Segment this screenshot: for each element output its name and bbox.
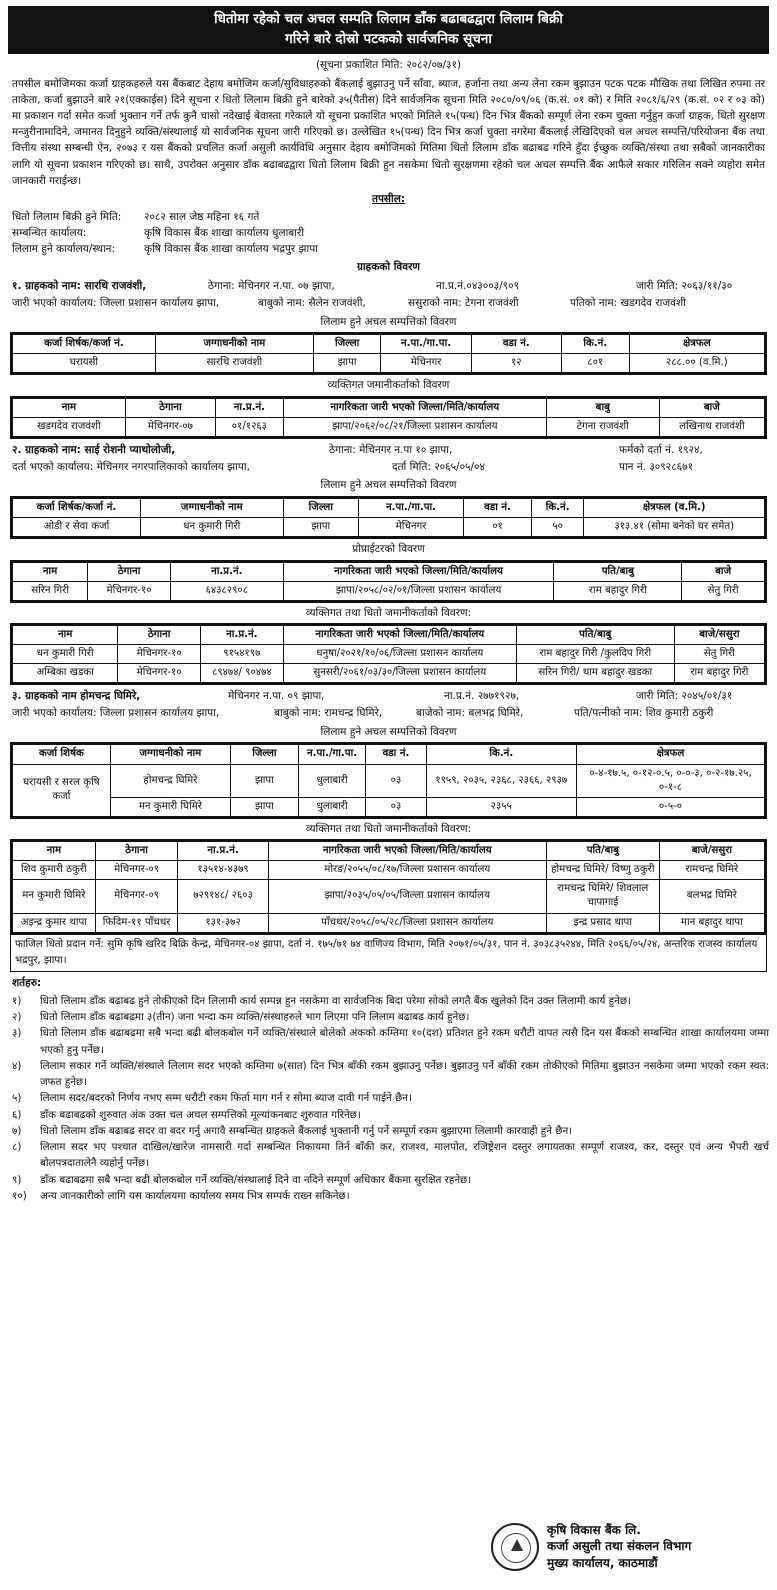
c1-issue-date: जारी मिति: २०६३/११/३०	[636, 279, 733, 292]
term-number: ६)	[12, 1108, 22, 1121]
title-line-2: गरिने बारे दोस्रो पटकको सार्वजनिक सूचना	[285, 30, 492, 47]
col-header: नागरिकता जारी भएको जिल्ला/मिति/कार्यालय	[283, 562, 554, 581]
table-cell: ८०१	[561, 354, 629, 373]
table-cell: ओडी र सेवा कर्जा	[13, 517, 141, 536]
customer-heading: ग्राहकको विवरण	[356, 261, 420, 274]
col-header: नागरिकता जारी भएको जिल्ला/मिति/कार्यालय	[283, 626, 516, 645]
table-cell: ३१३.४१ (सोमा बनेको घर समेत)	[584, 517, 765, 536]
terms-list	[8, 993, 769, 1204]
term-number: ७)	[12, 1124, 22, 1137]
table-row	[13, 645, 765, 664]
table-cell: बलभद्र घिमिरे	[659, 880, 764, 913]
c2-reg-date: दर्ता मिति: २०६५/०५/०४	[392, 460, 485, 473]
col-header: नाम	[13, 562, 88, 581]
details-list	[8, 209, 769, 258]
term-text: लिलाम सकार गर्ने व्यक्ति/संस्थाले लिलाम सदर भएको कम्तिमा ७(सात) दिन भित्र बाँकी रकम बुझाउनु पर्नेछ। बुझाउनु पर्ने बाँकी रकम तोकीएको मितिमा बुझाउन नसकेमा जम्मा भएको रकम स्वत: जफत हुनेछ।	[40, 1059, 769, 1089]
table-cell: ९१५४१९७	[200, 645, 283, 664]
table-cell: मोरङ/२०५५/०८/१७/जिल्ला प्रशासन कार्यालय	[268, 861, 546, 880]
c3-guarantor-table-wrap	[10, 839, 767, 934]
table-cell: सरिन गिरी/ थाम बहादुर खडका	[516, 664, 674, 683]
terms-heading: शर्तहरु:	[12, 977, 42, 990]
col-header: न.पा./गा.पा.	[358, 498, 463, 517]
table-cell: १२	[471, 354, 561, 373]
c1-property-caption: लिलाम हुने अचल सम्पत्तिको विवरण	[320, 315, 457, 328]
col-header: बाजे	[682, 562, 765, 581]
c1-property-table	[12, 334, 765, 373]
table-cell: सारथि राजवंशी	[155, 354, 313, 373]
table-row	[13, 797, 765, 816]
table-cell: सरिन गिरी	[13, 581, 88, 600]
term-number: ८)	[12, 1141, 22, 1154]
term-text: धितो लिलाम डाँक बढाबढमा सबै भन्दा बढी बोलकबोल गर्ने व्यक्ति/संस्थाले बोलेको अंकको कम्तिमा १०(दश) प्रतिशत हुने रकम धरौटी वापत त्यसै दिन यस बैंकको सम्बन्धित शाखा कार्यालयमा जम्मा भएको हुनु पर्नेछ।	[40, 1027, 769, 1056]
c1-line-2	[8, 295, 769, 312]
table-cell: इन्द्र प्रसाद थापा	[546, 913, 659, 932]
table-cell: मेचिनगर-१०	[88, 581, 171, 600]
table-cell: मेचिनगर-०९	[95, 880, 178, 913]
details-value: २०८२ साल जेष्ठ महिना १६ गते	[144, 210, 260, 223]
col-header: बाजे/ससुरा	[659, 842, 764, 861]
col-header: ठेगाना	[118, 626, 201, 645]
table-cell: १३१-३७२	[178, 913, 268, 932]
col-header: पति/बाबु	[554, 562, 682, 581]
c1-name: १. ग्राहकको नाम: सारथि राजवंशी,	[12, 279, 147, 292]
col-header: ना.प्र.नं.	[216, 398, 284, 417]
table-row	[13, 581, 765, 600]
intro-paragraph: तपसील बमोजिमका कर्जा ग्राहकहरुले यस बैंकबाट देहाय बमोजिम कर्जा/सुविधाहरुको बैंकलाई बुझाउनु पर्ने साँवा, ब्याज, हर्जाना तथा अन्य लेना रकम बुझाउन पटक पटक मौखिक तथा लिखित रुपमा तर ताकेता, कर्जा बुझाउने बारे २१(एक्काईस) दिने सूचना र धितो लिलाम बिक्री हुने बारेको ३५(पैतीस) दिने सार्वजनिक सूचना मिति २०८०/०९/०६ (क.सं. ०१ को) र मिति २०८१/६/२९ (क.सं. ०२ र ०३ को) मा प्रकाशन गर्दा समेत कर्जा भुक्तान गर्ने तर्फ कुनै चासो नदेखाई बेवास्ता गरेकाले यो सूचना प्रकाशित भएको मितिले १५(पन्ध) दिन भित्र बैंकको सम्पूर्ण लेना रकम चुक्ता गर्नुहुन कर्जा ग्राहक, धितो सुरक्षण मन्जुरीनामादिने, जमानत दिनुहुने व्यक्ति/संस्थालाई यो सार्वजनिक सूचना जारी गरिएको छ। उल्लेखित १५(पन्ध) दिन भित्र कर्जा चुक्ता नगरेमा बैंकलाई लेखिदिएको चल अचल सम्पत्ति/परियोजना बैंक तथा वित्तीय संस्था सम्बन्धी ऐन, २०७३ र यस बैंकको प्रचलित कर्जा असुली कार्यविधि अनुसार देहाय बमोजिमको मितिमा धितो लिलाम डाँक बढाबढ गरिने हुँदा ईच्छुक व्यक्ति/संस्था तथा सबैको जानकारीका लागि यो सूचना प्रकाशन गरिएको छ। साथै, उपरोक्त अनुसार डाँक बढाबढद्वारा धितो लिलाम बिक्री हुन नसकेमा धितो सुरक्षणमा रहेको चल अचल सम्पत्ति बैंक आफैले सकार गरिलिन सक्ने व्यहोरा समेत जानकारी गराईन्छ।	[12, 77, 765, 187]
table-row	[13, 354, 765, 373]
table-cell: धनुषा/२०२१/१०/०६/जिल्ला प्रशासन कार्यालय	[283, 645, 516, 664]
c3-line-1	[8, 688, 769, 705]
signature-text	[547, 1522, 691, 1572]
table-row	[13, 913, 765, 932]
table-cell: ०३	[366, 797, 426, 816]
table-cell: धुलाबारी	[298, 797, 366, 816]
c3-property-table-wrap	[10, 742, 767, 818]
table-cell: रामचन्द्र घिमिरे/ शिवलाल चापागाई	[546, 880, 659, 913]
signature-block	[491, 1522, 761, 1572]
table-cell: होमचन्द्र घिमिरे	[110, 764, 230, 797]
table-cell: फिदिम-११ पाँचथर	[95, 913, 178, 932]
col-header: जिल्ला	[313, 334, 381, 353]
c2-name: २. ग्राहकको नाम: साई रोशनी प्याथोलोजी,	[12, 443, 176, 456]
table-cell: खडगदेव राजवंशी	[13, 417, 126, 436]
c1-father-in-law: ससुराको नाम: टेगना राजवंशी	[408, 296, 519, 309]
term-item	[12, 1139, 769, 1172]
col-header: पति/बाबु	[516, 626, 674, 645]
c1-citizenship: ना.प्र.नं.०४३००३/९०९	[436, 279, 520, 292]
details-key: लिलाम हुने कार्यालय/स्थान:	[12, 243, 116, 256]
col-header: जिल्ला	[231, 745, 299, 764]
table-row	[13, 417, 765, 436]
c1-guarantor-table	[12, 398, 765, 437]
table-cell: लखिनाथ राजवंशी	[659, 417, 764, 436]
term-item	[12, 1090, 769, 1106]
table-cell: सेतु गिरी	[682, 581, 765, 600]
term-number: १)	[12, 994, 22, 1007]
table-cell: धन कुमारी गिरी	[13, 645, 118, 664]
col-header: नागरिकता जारी भएको जिल्ला/मिति/कार्यालय	[283, 398, 546, 417]
term-text: लिलाम सदर/बदरको निर्णय नभए सम्म धरौटी रकम फिर्ता माग गर्न र सोमा ब्याज दावी गर्न पाईने छैन।	[40, 1092, 412, 1105]
title-line-1: धितोमा रहेको चल अचल सम्पति लिलाम डाँक बढाबढद्वारा लिलाम बिक्री	[214, 11, 563, 27]
col-header: कर्जा शिर्षक	[13, 745, 111, 764]
term-text: धितो लिलाम डाँक बढाबढ हुने तोकीएको दिन लिलामी कार्य सम्पन्न हुन नसकेमा वा सार्वजनिक बिदा परेमा सोको लगतै बैंक खुलेको दिन उक्त लिलामी कार्य हुनेछ।	[40, 994, 631, 1007]
bank-name: कृषि विकास बैंक लि.	[547, 1522, 641, 1537]
c3-property-caption: लिलाम हुने अचल सम्पत्तिको विवरण	[320, 725, 457, 738]
col-header: नाम	[13, 398, 126, 417]
term-text: धितो लिलाम डाँक बढाबढ सदर वा बदर गर्नु अगावै सम्बन्धित ग्राहकले बैंकलाई भुक्तानी गर्नु पर्ने सम्पूर्ण रकम बुझाएमा लिलामी कारवाही हुने छैन।	[40, 1124, 573, 1137]
term-item	[12, 1123, 769, 1139]
table-cell: झापा	[283, 517, 358, 536]
table-cell: मेचिनगर	[358, 517, 463, 536]
c1-father: बाबुको नाम: सैलेन राजवंशी,	[258, 296, 366, 309]
col-header: वडा नं.	[366, 745, 426, 764]
term-text: अन्य जानकारीको लागि यस कार्यालयमा कार्यालय समय भित्र सम्पर्क राख्न सकिनेछ।	[40, 1189, 350, 1202]
table-row	[13, 517, 765, 536]
table-cell: मन कुमारी घिमिरे	[110, 797, 230, 816]
table-cell: सेतु गिरी	[674, 645, 764, 664]
term-number: ३)	[12, 1027, 22, 1040]
table-cell: ५०	[531, 517, 584, 536]
col-header: बाबु	[546, 398, 659, 417]
term-number: १०)	[12, 1189, 27, 1202]
table-cell: सुनसरी/२०६१/०३/३०/जिल्ला प्रशासन कार्यालय	[283, 664, 516, 683]
table-row	[13, 861, 765, 880]
c2-line-1	[8, 442, 769, 459]
col-header: ना.प्र.नं.	[170, 562, 283, 581]
table-cell: अम्बिका खडका	[13, 664, 118, 683]
c2-guarantor-table	[12, 625, 765, 683]
term-number: २)	[12, 1011, 22, 1024]
table-cell: १९५९, २०३५, २३६८, २३६६, २९३७	[426, 764, 576, 797]
c2-property-table	[12, 498, 765, 537]
table-cell: पाँचथर/२०५८/०५/२८/जिल्ला प्रशासन कार्यालय	[268, 913, 546, 932]
bank-logo-icon	[491, 1523, 539, 1571]
col-header: क्षेत्रफल	[576, 745, 764, 764]
table-header-row	[13, 498, 765, 517]
term-text: धितो लिलाम डाँक बढाबढमा ३(तीन) जना भन्दा कम व्यक्ति/संस्थाहरुले भाग लिएमा पनि लिलाम बढाबढ कार्य हुनेछ।	[40, 1011, 470, 1024]
details-key: सम्बन्धित कार्यालय:	[12, 226, 87, 239]
table-cell: झापा/२०५८/०२/०१/जिल्ला प्रशासन कार्यालय	[283, 581, 554, 600]
c2-proprietor-caption: प्रोप्राईटरको विवरण	[352, 543, 425, 556]
c3-citizenship: ना.प्र.नं. २७७१९२७,	[444, 690, 520, 703]
term-number: ४)	[12, 1059, 22, 1072]
details-value: कृषि विकास बैंक शाखा कार्यालय भद्रपुर झापा	[144, 243, 318, 256]
c2-property-table-wrap	[10, 496, 767, 539]
published-date: (सूचना प्रकाशित मिति: २०८२/०७/३१)	[315, 59, 462, 72]
table-cell: झापा/२०३५/०५/०५/जिल्ला प्रशासन कार्यालय	[268, 880, 546, 913]
c3-grandfather: बाजेको नाम: बलभद्र घिमिरे,	[416, 707, 524, 720]
table-cell: ०१/१२६३	[216, 417, 284, 436]
term-number: ५)	[12, 1092, 22, 1105]
c2-line-2	[8, 459, 769, 476]
table-header-row	[13, 334, 765, 353]
table-cell: मेचिनगर-०७	[125, 417, 215, 436]
c1-address: ठेगाना: मेचिनगर न.पा. ०७ झापा,	[208, 279, 335, 292]
c1-property-table-wrap	[10, 332, 767, 375]
col-header: कि.नं.	[561, 334, 629, 353]
col-header: क्षेत्रफल (व.मि.)	[584, 498, 765, 517]
term-item	[12, 1188, 769, 1204]
c2-proprietor-table	[12, 562, 765, 601]
col-header: कि.नं.	[531, 498, 584, 517]
col-header: जग्गाधनीको नाम	[140, 498, 283, 517]
office-name: मुख्य कार्यालय, काठमाडौं	[547, 1556, 658, 1571]
col-header: पति/बाबु	[546, 842, 659, 861]
col-header: वडा नं.	[471, 334, 561, 353]
table-cell: ०-४-१७.५, ०-१२-०.५, ०-०-३, ०-२-१७.२५, ०-१-८	[576, 764, 764, 797]
c2-guarantor-table-wrap	[10, 623, 767, 685]
col-header: कि.नं.	[426, 745, 576, 764]
table-cell: राम बहादुर गिरी	[674, 664, 764, 683]
table-cell: रामचन्द्र घिमिरे	[659, 861, 764, 880]
col-header: जिल्ला	[283, 498, 358, 517]
term-item	[12, 1025, 769, 1058]
table-row	[13, 764, 765, 797]
c3-issue-date: जारी मिति: २०४५/०१/३१	[636, 690, 733, 703]
col-header: ना.प्र.नं.	[178, 842, 268, 861]
table-header-row	[13, 842, 765, 861]
table-cell: ०-५-०	[576, 797, 764, 816]
notice-title	[8, 6, 769, 54]
col-header: जग्गाधनीको नाम	[110, 745, 230, 764]
c1-office: जारी भएको कार्यालय: जिल्ला प्रशासन कार्यालय झापा,	[12, 296, 220, 309]
c2-address: ठेगाना: मेचिनगर न.पा १० झापा,	[329, 443, 453, 456]
col-header: कर्जा शिर्षक/कर्जा नं.	[13, 498, 141, 517]
col-header: क्षेत्रफल	[629, 334, 764, 353]
col-header: बाजे/ससुरा	[674, 626, 764, 645]
c3-address: मेचिनगर न.पा. ०९ झापा,	[228, 690, 325, 703]
c3-spouse: पति/पत्नीको नाम: शिव कुमारी ठकुरी	[574, 707, 714, 720]
details-heading: तपसील:	[371, 193, 406, 206]
table-header-row	[13, 626, 765, 645]
table-cell: ०३	[366, 764, 426, 797]
term-item	[12, 1058, 769, 1091]
col-header: जग्गाधनीको नाम	[155, 334, 313, 353]
term-item	[12, 1009, 769, 1025]
col-header: ठेगाना	[125, 398, 215, 417]
c2-proprietor-table-wrap	[10, 560, 767, 603]
col-header: वडा नं.	[464, 498, 532, 517]
table-cell: ०१	[464, 517, 532, 536]
c3-name: ३. ग्राहकको नाम होमचन्द्र घिमिरे,	[12, 690, 141, 703]
table-cell: मेचिनगर-१०	[118, 645, 201, 664]
table-row	[13, 664, 765, 683]
col-header: बाजे	[659, 398, 764, 417]
term-text: लिलाम सदर भए पश्चात दाखिल/खारेज नामसारी गर्दा सम्बन्धित निकायमा तिर्न बाँकी कर, राजश्व, मालपोत, रजिष्ट्रेशन दस्तुर लगायतका सम्पूर्ण राजश्व, कर, दस्तुर एवं अन्य भैपरी खर्च बोलपत्रदातालेनै व्यहोर्नु पर्नेछ।	[40, 1141, 769, 1170]
c2-property-caption: लिलाम हुने अचल सम्पत्तिको विवरण	[320, 479, 457, 492]
col-header: नाम	[13, 626, 118, 645]
c3-guarantor-caption: व्यक्तिगत तथा धितो जमानीकर्ताको विवरण:	[305, 822, 472, 835]
col-header: ठेगाना	[95, 842, 178, 861]
table-cell: झापा/२०६२/०८/२१/जिल्ला प्रशासन कार्यालय	[283, 417, 546, 436]
col-header: नाम	[13, 842, 96, 861]
table-cell: धुलाबारी	[298, 764, 366, 797]
table-cell: मेचिनगर-१०	[118, 664, 201, 683]
table-cell: २८८.०० (व.मि.)	[629, 354, 764, 373]
term-text: डाँक बढाबढमा सबै भन्दा बढी बोलकबोल गर्ने व्यक्ति/संस्थालाई दिने वा नदिने सम्पूर्ण अधिकार बैंकमा सुरक्षित रहनेछ।	[40, 1173, 472, 1186]
term-item	[12, 1107, 769, 1123]
col-header: कर्जा शिर्षक/कर्जा नं.	[13, 334, 156, 353]
c3-father: बाबुको नाम: रामचन्द्र घिमिरे,	[274, 707, 383, 720]
col-header: ना.प्र.नं.	[200, 626, 283, 645]
table-cell: ८९४७४/ ९०४७४	[200, 664, 283, 683]
c2-office: दर्ता भएको कार्यालय: मेचिनगर नगरपालिकाको कार्यालय झापा,	[12, 460, 250, 473]
c3-property-table	[12, 744, 765, 816]
table-row	[13, 880, 765, 913]
details-value: कृषि विकास बैंक शाखा कार्यालय धुलाबारी	[144, 226, 305, 239]
table-cell: घरायसी	[13, 354, 156, 373]
details-key: धितो लिलाम बिक्री हुने मिति:	[12, 210, 122, 223]
c2-pan: पान नं. ३०९२८६७१	[619, 460, 694, 473]
table-cell: मेचिनगर-०९	[95, 861, 178, 880]
table-cell: मान बहादुर थापा	[659, 913, 764, 932]
table-cell: ७२९१४८/ २६०३	[178, 880, 268, 913]
table-cell: ६४३८२९०८	[170, 581, 283, 600]
table-cell: झापा	[231, 797, 299, 816]
term-text: डाँक बढाबढको शुरुवात अंक उक्त चल अचल सम्पत्तिको मूल्यांकनबाट शुरुवात गरिनेछ।	[40, 1108, 361, 1121]
table-cell: मेचिनगर	[381, 354, 471, 373]
table-header-row	[13, 562, 765, 581]
c1-line-1	[8, 278, 769, 295]
table-cell: झापा	[231, 764, 299, 797]
c3-line-2	[8, 705, 769, 722]
table-cell: धन कुमारी गिरी	[140, 517, 283, 536]
term-item	[12, 993, 769, 1009]
surplus-collateral-note: फाजिल धितो प्रदान गर्ने: सुमि कृषि खरिद बिक्रि केन्द्र, मेचिनगर-०४ झापा, दर्ता नं. १७५/७१ ७४ वाणिज्य विभाग, मिति २०७१/०५/३१, पान नं. ३०३८३५२४४, मिति २०६६/०५/२४, अन्तरिक राजस्व कार्यालय भद्रपुर, झापा।	[10, 935, 767, 973]
table-cell: २३५५	[426, 797, 576, 816]
c3-guarantor-table	[12, 841, 765, 932]
table-cell: टेगना राजवंशी	[546, 417, 659, 436]
term-number: ९)	[12, 1173, 22, 1186]
table-header-row	[13, 745, 765, 764]
c2-registration: फर्मको दर्ता नं. १९२४,	[619, 443, 703, 456]
table-cell: अइन्द्र कुमार थापा	[13, 913, 96, 932]
c3-office: जारी भएको कार्यालय: जिल्ला प्रशासन कार्यालय झापा,	[12, 707, 220, 720]
col-header: ठेगाना	[88, 562, 171, 581]
col-header: न.पा./गा.पा.	[298, 745, 366, 764]
c1-guarantor-caption: व्यक्तिगत जमानीकर्ताको विवरण	[327, 379, 450, 392]
c1-husband: पतिको नाम: खडगदेव राजवंशी	[570, 296, 686, 309]
c2-guarantor-caption: व्यक्तिगत तथा धितो जमानीकर्ताको विवरण:	[305, 606, 472, 619]
table-cell: झापा	[313, 354, 381, 373]
table-cell: राम बहादुर गिरी	[554, 581, 682, 600]
col-header: न.पा./गा.पा.	[381, 334, 471, 353]
table-cell: होमचन्द्र घिमिरे/ विष्णु ठकुरी	[546, 861, 659, 880]
col-header: नागरिकता जारी भएको जिल्ला/मिति/कार्यालय	[268, 842, 546, 861]
table-cell: शिव कुमारी ठकुरी	[13, 861, 96, 880]
table-cell: घरायसी र सरल कृषि कर्जा	[13, 764, 111, 816]
table-header-row	[13, 398, 765, 417]
department-name: कर्जा असुली तथा संकलन विभाग	[547, 1539, 692, 1554]
term-item	[12, 1172, 769, 1188]
table-cell: मन कुमारी घिमिरे	[13, 880, 96, 913]
c1-guarantor-table-wrap	[10, 396, 767, 439]
table-cell: १३५१४-४३७९	[178, 861, 268, 880]
table-cell: राम बहादुर गिरी /कुलदिप गिरी	[516, 645, 674, 664]
